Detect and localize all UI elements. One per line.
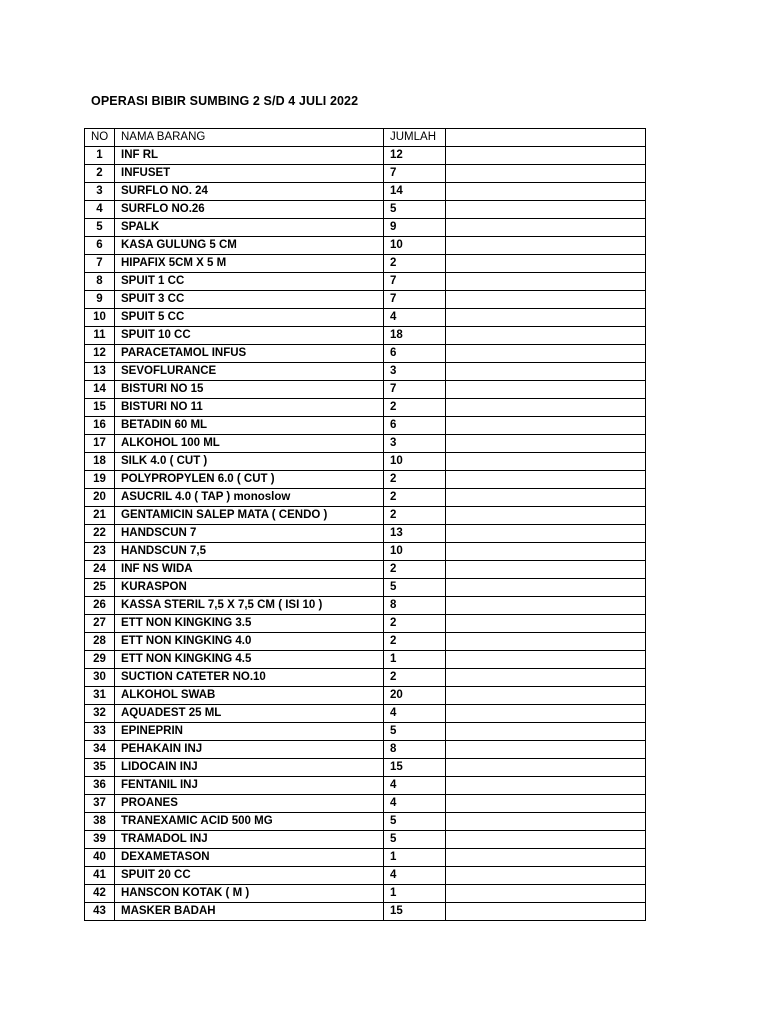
empty-cell	[446, 651, 646, 669]
table-row	[85, 309, 646, 327]
empty-cell	[446, 453, 646, 471]
empty-cell	[446, 255, 646, 273]
item-name: HANDSCUN 7	[115, 525, 384, 543]
item-quantity: 10	[384, 453, 446, 471]
table-row	[85, 183, 646, 201]
item-name: SPUIT 10 CC	[115, 327, 384, 345]
item-name: SILK 4.0 ( CUT )	[115, 453, 384, 471]
row-number: 34	[85, 741, 115, 759]
item-name: ETT NON KINGKING 4.5	[115, 651, 384, 669]
item-name: DEXAMETASON	[115, 849, 384, 867]
row-number: 37	[85, 795, 115, 813]
row-number: 2	[85, 165, 115, 183]
item-quantity: 6	[384, 345, 446, 363]
item-quantity: 2	[384, 669, 446, 687]
row-number: 18	[85, 453, 115, 471]
row-number: 21	[85, 507, 115, 525]
item-quantity: 5	[384, 579, 446, 597]
item-name: BISTURI NO 11	[115, 399, 384, 417]
empty-cell	[446, 381, 646, 399]
item-quantity: 9	[384, 219, 446, 237]
empty-cell	[446, 759, 646, 777]
row-number: 43	[85, 903, 115, 921]
item-quantity: 20	[384, 687, 446, 705]
header-qty: JUMLAH	[384, 129, 446, 147]
item-name: INF RL	[115, 147, 384, 165]
item-name: INFUSET	[115, 165, 384, 183]
empty-cell	[446, 201, 646, 219]
table-row	[85, 489, 646, 507]
table-row	[85, 741, 646, 759]
item-name: BISTURI NO 15	[115, 381, 384, 399]
item-quantity: 10	[384, 543, 446, 561]
item-name: PEHAKAIN INJ	[115, 741, 384, 759]
table-row	[85, 453, 646, 471]
header-no: NO	[85, 129, 115, 147]
row-number: 42	[85, 885, 115, 903]
row-number: 10	[85, 309, 115, 327]
item-name: PROANES	[115, 795, 384, 813]
row-number: 12	[85, 345, 115, 363]
row-number: 5	[85, 219, 115, 237]
empty-cell	[446, 723, 646, 741]
empty-cell	[446, 489, 646, 507]
row-number: 17	[85, 435, 115, 453]
item-quantity: 1	[384, 849, 446, 867]
empty-cell	[446, 615, 646, 633]
row-number: 26	[85, 597, 115, 615]
table-row	[85, 777, 646, 795]
item-quantity: 2	[384, 489, 446, 507]
empty-cell	[446, 687, 646, 705]
table-header-row	[85, 129, 646, 147]
table-row	[85, 633, 646, 651]
empty-cell	[446, 633, 646, 651]
empty-cell	[446, 417, 646, 435]
item-quantity: 10	[384, 237, 446, 255]
item-name: ALKOHOL 100 ML	[115, 435, 384, 453]
row-number: 16	[85, 417, 115, 435]
item-quantity: 2	[384, 561, 446, 579]
table-row	[85, 507, 646, 525]
row-number: 14	[85, 381, 115, 399]
header-extra	[446, 129, 646, 147]
empty-cell	[446, 507, 646, 525]
item-name: HANDSCUN 7,5	[115, 543, 384, 561]
item-quantity: 14	[384, 183, 446, 201]
item-quantity: 5	[384, 201, 446, 219]
row-number: 7	[85, 255, 115, 273]
empty-cell	[446, 237, 646, 255]
row-number: 27	[85, 615, 115, 633]
table-row	[85, 219, 646, 237]
empty-cell	[446, 273, 646, 291]
table-row	[85, 471, 646, 489]
item-name: HIPAFIX 5CM X 5 M	[115, 255, 384, 273]
item-quantity: 15	[384, 903, 446, 921]
empty-cell	[446, 147, 646, 165]
table-row	[85, 399, 646, 417]
table-row	[85, 273, 646, 291]
item-name: PARACETAMOL INFUS	[115, 345, 384, 363]
item-quantity: 4	[384, 705, 446, 723]
empty-cell	[446, 741, 646, 759]
empty-cell	[446, 579, 646, 597]
item-quantity: 4	[384, 309, 446, 327]
item-quantity: 1	[384, 651, 446, 669]
item-name: INF NS WIDA	[115, 561, 384, 579]
table-row	[85, 597, 646, 615]
table-row	[85, 795, 646, 813]
table-row	[85, 525, 646, 543]
item-quantity: 6	[384, 417, 446, 435]
item-name: SPUIT 3 CC	[115, 291, 384, 309]
item-name: FENTANIL INJ	[115, 777, 384, 795]
empty-cell	[446, 525, 646, 543]
item-name: ETT NON KINGKING 3.5	[115, 615, 384, 633]
table-row	[85, 579, 646, 597]
row-number: 24	[85, 561, 115, 579]
row-number: 6	[85, 237, 115, 255]
row-number: 13	[85, 363, 115, 381]
item-name: SUCTION CATETER NO.10	[115, 669, 384, 687]
item-quantity: 4	[384, 777, 446, 795]
empty-cell	[446, 813, 646, 831]
item-quantity: 7	[384, 291, 446, 309]
row-number: 15	[85, 399, 115, 417]
row-number: 22	[85, 525, 115, 543]
item-name: GENTAMICIN SALEP MATA ( CENDO )	[115, 507, 384, 525]
empty-cell	[446, 543, 646, 561]
row-number: 8	[85, 273, 115, 291]
item-quantity: 15	[384, 759, 446, 777]
row-number: 31	[85, 687, 115, 705]
table-row	[85, 669, 646, 687]
empty-cell	[446, 705, 646, 723]
item-quantity: 8	[384, 741, 446, 759]
row-number: 41	[85, 867, 115, 885]
table-row	[85, 759, 646, 777]
item-quantity: 2	[384, 507, 446, 525]
table-row	[85, 291, 646, 309]
empty-cell	[446, 309, 646, 327]
row-number: 9	[85, 291, 115, 309]
table-row	[85, 345, 646, 363]
item-quantity: 18	[384, 327, 446, 345]
empty-cell	[446, 849, 646, 867]
table-row	[85, 687, 646, 705]
item-name: HANSCON KOTAK ( M )	[115, 885, 384, 903]
table-row	[85, 615, 646, 633]
row-number: 39	[85, 831, 115, 849]
items-table	[84, 128, 646, 921]
row-number: 38	[85, 813, 115, 831]
item-quantity: 12	[384, 147, 446, 165]
item-name: SPALK	[115, 219, 384, 237]
row-number: 4	[85, 201, 115, 219]
item-quantity: 2	[384, 255, 446, 273]
row-number: 19	[85, 471, 115, 489]
empty-cell	[446, 867, 646, 885]
empty-cell	[446, 399, 646, 417]
item-quantity: 8	[384, 597, 446, 615]
item-quantity: 7	[384, 381, 446, 399]
empty-cell	[446, 363, 646, 381]
empty-cell	[446, 777, 646, 795]
item-quantity: 5	[384, 831, 446, 849]
row-number: 36	[85, 777, 115, 795]
item-name: KURASPON	[115, 579, 384, 597]
item-quantity: 1	[384, 885, 446, 903]
item-name: SPUIT 5 CC	[115, 309, 384, 327]
table-body	[85, 147, 646, 921]
table-row	[85, 849, 646, 867]
empty-cell	[446, 471, 646, 489]
empty-cell	[446, 669, 646, 687]
item-quantity: 2	[384, 399, 446, 417]
empty-cell	[446, 183, 646, 201]
table-row	[85, 237, 646, 255]
item-name: KASSA STERIL 7,5 X 7,5 CM ( ISI 10 )	[115, 597, 384, 615]
row-number: 32	[85, 705, 115, 723]
table-row	[85, 705, 646, 723]
item-name: BETADIN 60 ML	[115, 417, 384, 435]
item-name: KASA GULUNG 5 CM	[115, 237, 384, 255]
empty-cell	[446, 831, 646, 849]
item-quantity: 4	[384, 795, 446, 813]
item-name: SPUIT 20 CC	[115, 867, 384, 885]
item-quantity: 7	[384, 165, 446, 183]
table-row	[85, 651, 646, 669]
table-row	[85, 903, 646, 921]
empty-cell	[446, 795, 646, 813]
item-quantity: 7	[384, 273, 446, 291]
item-name: EPINEPRIN	[115, 723, 384, 741]
row-number: 30	[85, 669, 115, 687]
table-row	[85, 813, 646, 831]
item-quantity: 5	[384, 813, 446, 831]
item-quantity: 3	[384, 363, 446, 381]
item-quantity: 2	[384, 633, 446, 651]
table-row	[85, 723, 646, 741]
table-row	[85, 147, 646, 165]
table-row	[85, 831, 646, 849]
item-name: MASKER BADAH	[115, 903, 384, 921]
item-name: ETT NON KINGKING 4.0	[115, 633, 384, 651]
item-name: SURFLO NO.26	[115, 201, 384, 219]
document-title: OPERASI BIBIR SUMBING 2 S/D 4 JULI 2022	[91, 94, 359, 108]
item-quantity: 3	[384, 435, 446, 453]
empty-cell	[446, 219, 646, 237]
empty-cell	[446, 435, 646, 453]
table-row	[85, 885, 646, 903]
row-number: 25	[85, 579, 115, 597]
table-row	[85, 327, 646, 345]
table-row	[85, 561, 646, 579]
item-name: SURFLO NO. 24	[115, 183, 384, 201]
item-name: AQUADEST 25 ML	[115, 705, 384, 723]
empty-cell	[446, 885, 646, 903]
item-quantity: 2	[384, 615, 446, 633]
empty-cell	[446, 165, 646, 183]
empty-cell	[446, 345, 646, 363]
item-name: POLYPROPYLEN 6.0 ( CUT )	[115, 471, 384, 489]
item-name: ASUCRIL 4.0 ( TAP ) monoslow	[115, 489, 384, 507]
empty-cell	[446, 597, 646, 615]
row-number: 28	[85, 633, 115, 651]
table-row	[85, 201, 646, 219]
table-row	[85, 417, 646, 435]
item-name: TRAMADOL INJ	[115, 831, 384, 849]
table-row	[85, 255, 646, 273]
row-number: 35	[85, 759, 115, 777]
row-number: 11	[85, 327, 115, 345]
item-name: SEVOFLURANCE	[115, 363, 384, 381]
empty-cell	[446, 561, 646, 579]
row-number: 20	[85, 489, 115, 507]
table-row	[85, 867, 646, 885]
item-name: LIDOCAIN INJ	[115, 759, 384, 777]
header-name: NAMA BARANG	[115, 129, 384, 147]
empty-cell	[446, 327, 646, 345]
table-row	[85, 543, 646, 561]
item-name: TRANEXAMIC ACID 500 MG	[115, 813, 384, 831]
item-quantity: 2	[384, 471, 446, 489]
empty-cell	[446, 903, 646, 921]
row-number: 29	[85, 651, 115, 669]
empty-cell	[446, 291, 646, 309]
item-quantity: 4	[384, 867, 446, 885]
row-number: 1	[85, 147, 115, 165]
row-number: 40	[85, 849, 115, 867]
table-row	[85, 435, 646, 453]
item-quantity: 13	[384, 525, 446, 543]
table-row	[85, 363, 646, 381]
item-name: ALKOHOL SWAB	[115, 687, 384, 705]
row-number: 23	[85, 543, 115, 561]
item-quantity: 5	[384, 723, 446, 741]
table-row	[85, 381, 646, 399]
row-number: 33	[85, 723, 115, 741]
table-row	[85, 165, 646, 183]
row-number: 3	[85, 183, 115, 201]
item-name: SPUIT 1 CC	[115, 273, 384, 291]
